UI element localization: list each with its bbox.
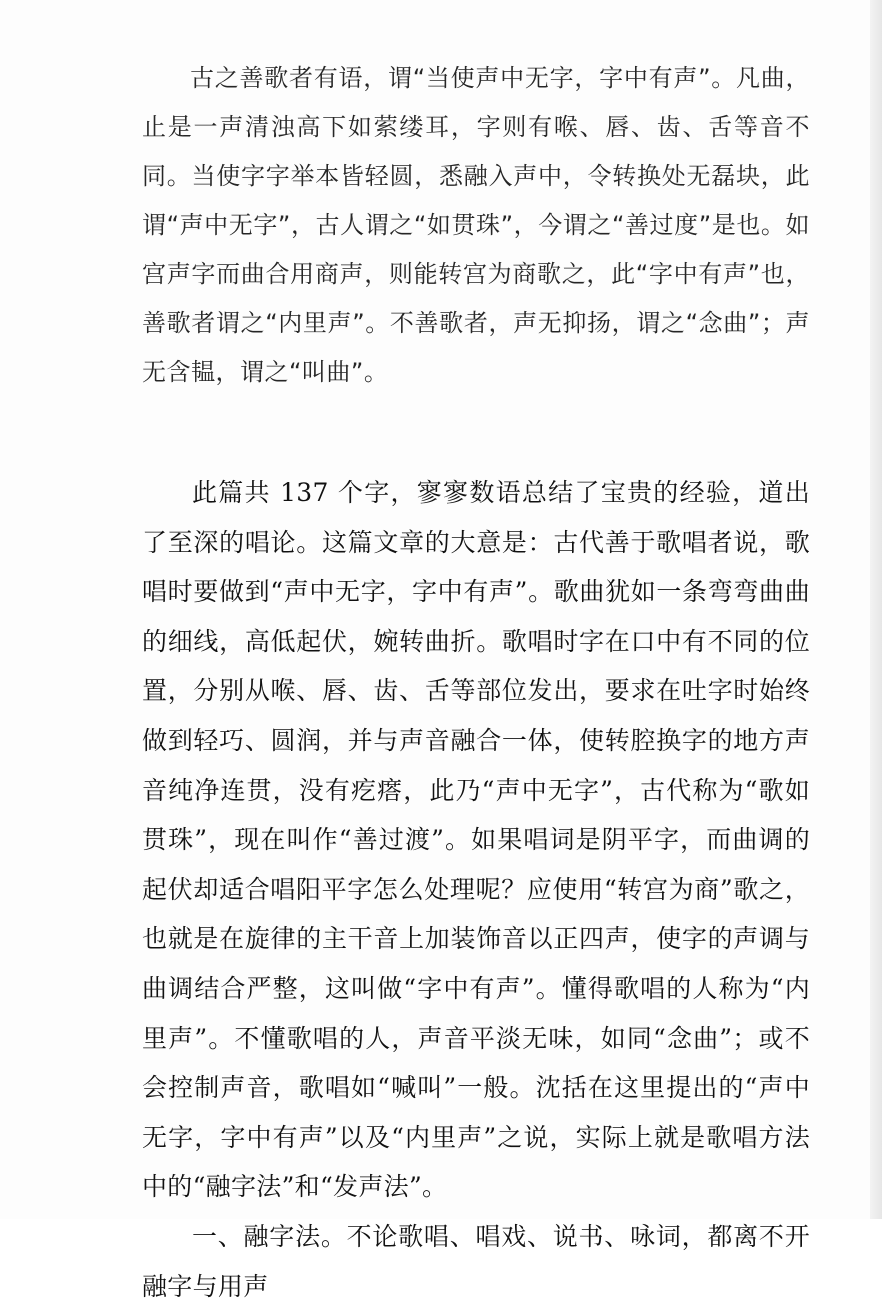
commentary-paragraph-2: 一、融字法。不论歌唱、唱戏、说书、咏词，都离不开融字与用声	[142, 1221, 810, 1301]
quoted-paragraph: 古之善歌者有语，谓“当使声中无字，字中有声”。凡曲，止是一声清浊高下如萦缕耳，字则有喉、唇、齿、舌等音不同。当使字字举本皆轻圆，悉融入声中，令转换处无磊块，此谓“声中无字”，古人谓之“如贯珠”，今谓之“善过度”是也。如宫声字而曲合用商声，则能转宫为商歌之，此“字中有声”也，善歌者谓之“内里声”。不善歌者，声无抑扬，谓之“念曲”；声无含韫，谓之“叫曲”。	[142, 64, 810, 386]
quoted-passage	[142, 54, 810, 397]
page-edge-shadow	[870, 0, 882, 1219]
commentary-paragraph-1: 此篇共 137 个字，寥寥数语总结了宝贵的经验，道出了至深的唱论。这篇文章的大意是：古代善于歌唱者说，歌唱时要做到“声中无字，字中有声”。歌曲犹如一条弯弯曲曲的细线，高低起伏，婉转曲折。歌唱时字在口中有不同的位置，分别从喉、唇、齿、舌等部位发出，要求在吐字时始终做到轻巧、圆润，并与声音融合一体，使转腔换字的地方声音纯净连贯，没有疙瘩，此乃“声中无字”，古代称为“歌如贯珠”，现在叫作“善过渡”。如果唱词是阴平字，而曲调的起伏却适合唱阳平字怎么处理呢？应使用“转宫为商”歌之，也就是在旋律的主干音上加装饰音以正四声，使字的声调与曲调结合严整，这叫做“字中有声”。懂得歌唱的人称为“内里声”。不懂歌唱的人，声音平淡无味，如同“念曲”；或不会控制声音，歌唱如“喊叫”一般。沈括在这里提出的“声中无字，字中有声”以及“内里声”之说，实际上就是歌唱方法中的“融字法”和“发声法”。	[142, 478, 810, 1202]
commentary-text	[142, 468, 810, 1311]
